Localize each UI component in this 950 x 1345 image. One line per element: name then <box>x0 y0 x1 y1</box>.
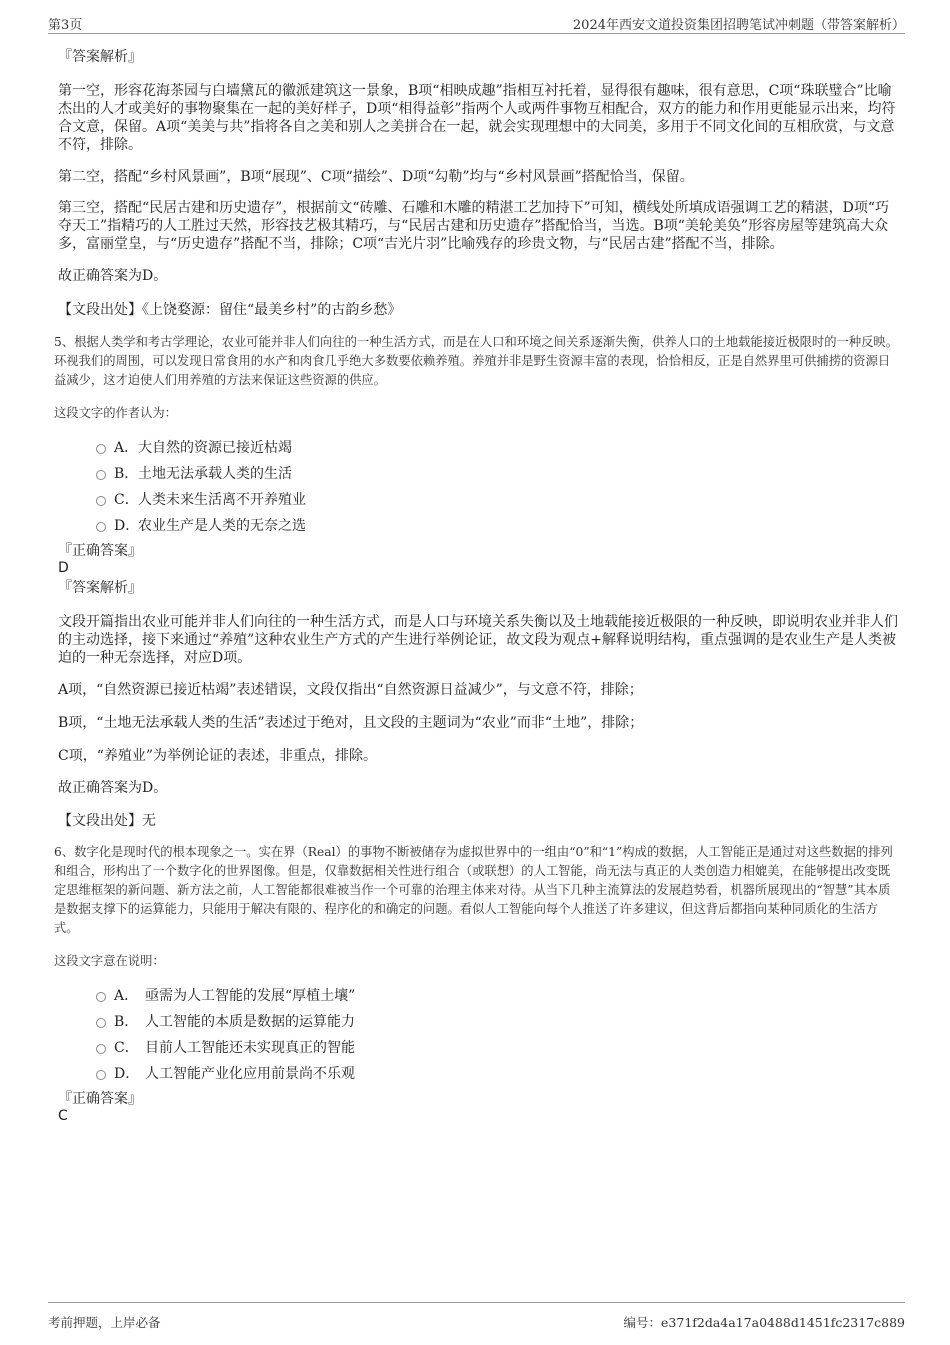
correct-answer: D <box>58 560 69 576</box>
radio-button[interactable] <box>96 1018 106 1028</box>
page-footer <box>48 1302 905 1330</box>
page-header <box>48 14 905 34</box>
document-title: 2024年西安文道投资集团招聘笔试冲刺题（带答案解析） <box>572 18 905 33</box>
footer-slogan: 考前押题，上岸必备 <box>48 1315 161 1330</box>
page-number: 第3页 <box>48 18 83 33</box>
page-content <box>54 46 900 1125</box>
analysis-paragraph: 第三空，搭配“民居古建和历史遗存”，根据前文“砖雕、石雕和木雕的精湛工艺加持下”可知，横线处所填成语强调工艺的精湛，D项“巧夺天工”指精巧的人工胜过天然，形容技艺极其精巧，与“民居古建和历史遗存”搭配恰当，当选。B项“美轮美奂”形容房屋等建筑高大众多，富丽堂皇，与“历史遗存”搭配不当，排除；C项“吉光片羽”比喻残存的珍贵文物，与“民居古建”搭配不当，排除。 <box>58 200 890 252</box>
analysis-paragraph: A项，“自然资源已接近枯竭”表述错误，文段仅指出“自然资源日益减少”，与文意不符，排除； <box>58 682 643 698</box>
answer-analysis-label: 『答案解析』 <box>58 580 142 596</box>
question-prompt: 这段文字的作者认为： <box>54 406 177 420</box>
analysis-paragraph: 第二空，搭配“乡村风景画”，B项“展现”、C项“描绘”、D项“勾勒”均与“乡村风景画”搭配恰当，保留。 <box>58 169 694 185</box>
option-a[interactable]: A． 亟需为人工智能的发展“厚植土壤” <box>96 982 900 1008</box>
radio-button[interactable] <box>96 470 106 480</box>
radio-button[interactable] <box>96 992 106 1002</box>
answer-analysis-label: 『答案解析』 <box>58 49 142 65</box>
option-c[interactable]: C． 人类未来生活离不开养殖业 <box>96 486 900 512</box>
text-source: 【文段出处】无 <box>58 813 156 829</box>
analysis-conclusion: 故正确答案为D。 <box>58 268 168 284</box>
analysis-paragraph: B项，“土地无法承载人类的生活”表述过于绝对，且文段的主题词为“农业”而非“土地”，排除； <box>58 715 644 731</box>
option-b[interactable]: B． 人工智能的本质是数据的运算能力 <box>96 1008 900 1034</box>
text-source: 【文段出处】《上饶婺源：留住“最美乡村”的古韵乡愁》 <box>58 302 402 318</box>
document-id: 编号：e371f2da4a17a0488d1451fc2317c889 <box>623 1315 905 1330</box>
question-prompt: 这段文字意在说明： <box>54 954 165 968</box>
question-stem: 5、根据人类学和考古学理论，农业可能并非人们向往的一种生活方式，而是在人口和环境之间关系逐渐失衡，供养人口的土地载能接近极限时的一种反映。环视我们的周围，可以发现日常食用的水产和肉食几乎绝大多数要依赖养殖。养殖并非是野生资源丰富的表现，恰恰相反，正是自然界里可供捕捞的资源日益减少，这才迫使人们用养殖的方法来保证这些资源的供应。 <box>54 335 899 387</box>
option-d[interactable]: D． 农业生产是人类的无奈之选 <box>96 512 900 538</box>
analysis-paragraph: C项，“养殖业”为举例论证的表述，非重点，排除。 <box>58 748 378 764</box>
radio-button[interactable] <box>96 444 106 454</box>
answer-options <box>96 434 900 538</box>
analysis-conclusion: 故正确答案为D。 <box>58 780 168 796</box>
question-stem: 6、数字化是现时代的根本现象之一。实在界（Real）的事物不断被储存为虚拟世界中的一组由“0”和“1”构成的数据，人工智能正是通过对这些数据的排列和组合，形构出了一个数字化的世界图像。但是，仅靠数据相关性进行组合（或联想）的人工智能，尚无法与真正的人类创造力相媲美，在能够提出改变既定思维框架的新问题、新方法之前，人工智能都很难被当作一个可靠的治理主体来对待。从当下几种主流算法的发展趋势看，机器所展现出的“智慧”其本质是数据支撑下的运算能力，只能用于解决有限的、程序化的和确定的问题。看似人工智能向每个人推送了许多建议，但这背后都指向某种同质化的生活方式。 <box>54 845 893 935</box>
correct-answer-label: 『正确答案』 <box>58 543 142 559</box>
option-b[interactable]: B． 土地无法承载人类的生活 <box>96 460 900 486</box>
correct-answer: C <box>58 1108 68 1124</box>
option-a[interactable]: A． 大自然的资源已接近枯竭 <box>96 434 900 460</box>
correct-answer-label: 『正确答案』 <box>58 1091 142 1107</box>
radio-button[interactable] <box>96 1070 106 1080</box>
radio-button[interactable] <box>96 496 106 506</box>
radio-button[interactable] <box>96 522 106 532</box>
analysis-paragraph: 第一空，形容花海茶园与白墙黛瓦的徽派建筑这一景象，B项“相映成趣”指相互衬托着，显得很有趣味，很有意思，C项“珠联璧合”比喻杰出的人才或美好的事物聚集在一起的美好样子，D项“相得益彰”指两个人或两件事物互相配合，双方的能力和作用更能显示出来，均符合文意，保留。A项“美美与共”指将各自之美和别人之美拼合在一起，就会实现理想中的大同美，多用于不同文化间的互相欣赏，与文意不符，排除。 <box>58 83 896 153</box>
option-c[interactable]: C． 目前人工智能还未实现真正的智能 <box>96 1034 900 1060</box>
answer-options <box>96 982 900 1086</box>
analysis-paragraph: 文段开篇指出农业可能并非人们向往的一种生活方式，而是人口与环境关系失衡以及土地载能接近极限的一种反映，即说明农业并非人们的主动选择，接下来通过“养殖”这种农业生产方式的产生进行举例论证，故文段为观点+解释说明结构，重点强调的是农业生产是人类被迫的一种无奈选择，对应D项。 <box>58 614 898 666</box>
radio-button[interactable] <box>96 1044 106 1054</box>
option-d[interactable]: D． 人工智能产业化应用前景尚不乐观 <box>96 1060 900 1086</box>
